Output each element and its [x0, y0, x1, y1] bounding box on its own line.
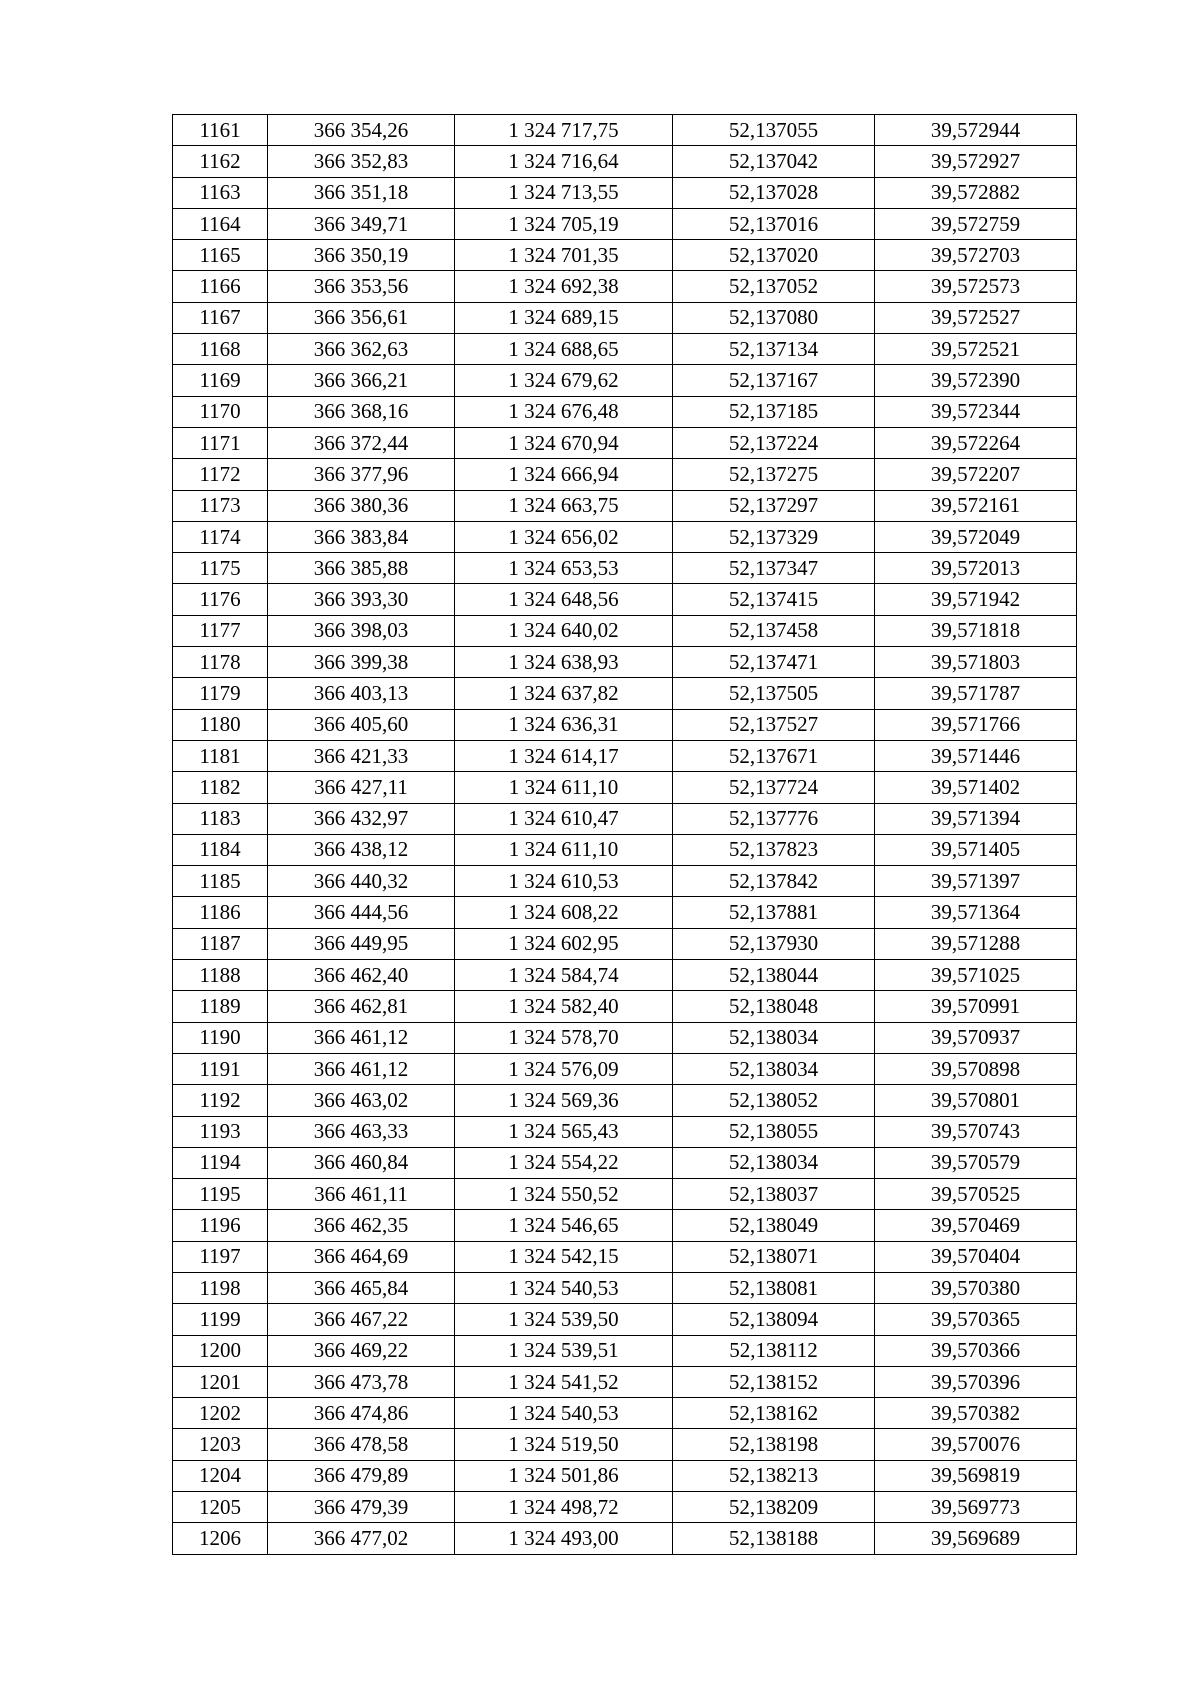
- point-number-cell: 1203: [173, 1429, 268, 1460]
- point-number-cell: 1183: [173, 803, 268, 834]
- latitude-cell: 52,137297: [673, 490, 875, 521]
- latitude-cell: 52,137671: [673, 740, 875, 771]
- latitude-cell: 52,137016: [673, 208, 875, 239]
- x-coordinate-cell: 366 368,16: [268, 396, 455, 427]
- x-coordinate-cell: 366 432,97: [268, 803, 455, 834]
- longitude-cell: 39,572527: [875, 302, 1077, 333]
- point-number-cell: 1162: [173, 146, 268, 177]
- y-coordinate-cell: 1 324 648,56: [455, 584, 673, 615]
- longitude-cell: 39,571446: [875, 740, 1077, 771]
- table-row: [173, 146, 1077, 177]
- y-coordinate-cell: 1 324 539,50: [455, 1304, 673, 1335]
- point-number-cell: 1175: [173, 553, 268, 584]
- y-coordinate-cell: 1 324 676,48: [455, 396, 673, 427]
- y-coordinate-cell: 1 324 614,17: [455, 740, 673, 771]
- x-coordinate-cell: 366 353,56: [268, 271, 455, 302]
- latitude-cell: 52,138152: [673, 1366, 875, 1397]
- longitude-cell: 39,570366: [875, 1335, 1077, 1366]
- table-row: [173, 396, 1077, 427]
- y-coordinate-cell: 1 324 679,62: [455, 365, 673, 396]
- table-row: [173, 1241, 1077, 1272]
- y-coordinate-cell: 1 324 640,02: [455, 615, 673, 646]
- point-number-cell: 1176: [173, 584, 268, 615]
- latitude-cell: 52,137028: [673, 177, 875, 208]
- x-coordinate-cell: 366 465,84: [268, 1272, 455, 1303]
- longitude-cell: 39,570365: [875, 1304, 1077, 1335]
- latitude-cell: 52,137842: [673, 866, 875, 897]
- longitude-cell: 39,569773: [875, 1492, 1077, 1523]
- longitude-cell: 39,571766: [875, 709, 1077, 740]
- table-row: [173, 1210, 1077, 1241]
- point-number-cell: 1196: [173, 1210, 268, 1241]
- point-number-cell: 1165: [173, 240, 268, 271]
- point-number-cell: 1169: [173, 365, 268, 396]
- table-row: [173, 553, 1077, 584]
- table-row: [173, 365, 1077, 396]
- point-number-cell: 1192: [173, 1085, 268, 1116]
- x-coordinate-cell: 366 461,11: [268, 1179, 455, 1210]
- y-coordinate-cell: 1 324 602,95: [455, 928, 673, 959]
- table-row: [173, 1053, 1077, 1084]
- y-coordinate-cell: 1 324 689,15: [455, 302, 673, 333]
- table-row: [173, 1492, 1077, 1523]
- x-coordinate-cell: 366 463,33: [268, 1116, 455, 1147]
- x-coordinate-cell: 366 398,03: [268, 615, 455, 646]
- table-row: [173, 740, 1077, 771]
- x-coordinate-cell: 366 372,44: [268, 427, 455, 458]
- y-coordinate-cell: 1 324 666,94: [455, 459, 673, 490]
- latitude-cell: 52,137020: [673, 240, 875, 271]
- table-row: [173, 1398, 1077, 1429]
- x-coordinate-cell: 366 474,86: [268, 1398, 455, 1429]
- y-coordinate-cell: 1 324 610,53: [455, 866, 673, 897]
- y-coordinate-cell: 1 324 653,53: [455, 553, 673, 584]
- longitude-cell: 39,570991: [875, 991, 1077, 1022]
- x-coordinate-cell: 366 351,18: [268, 177, 455, 208]
- point-number-cell: 1180: [173, 709, 268, 740]
- table-row: [173, 521, 1077, 552]
- latitude-cell: 52,137055: [673, 115, 875, 146]
- point-number-cell: 1200: [173, 1335, 268, 1366]
- longitude-cell: 39,571787: [875, 678, 1077, 709]
- table-row: [173, 490, 1077, 521]
- coordinates-table-body: [173, 115, 1077, 1555]
- y-coordinate-cell: 1 324 638,93: [455, 647, 673, 678]
- longitude-cell: 39,572573: [875, 271, 1077, 302]
- longitude-cell: 39,570396: [875, 1366, 1077, 1397]
- point-number-cell: 1184: [173, 834, 268, 865]
- latitude-cell: 52,138052: [673, 1085, 875, 1116]
- latitude-cell: 52,137185: [673, 396, 875, 427]
- table-row: [173, 803, 1077, 834]
- latitude-cell: 52,137823: [673, 834, 875, 865]
- y-coordinate-cell: 1 324 692,38: [455, 271, 673, 302]
- point-number-cell: 1193: [173, 1116, 268, 1147]
- table-row: [173, 334, 1077, 365]
- x-coordinate-cell: 366 385,88: [268, 553, 455, 584]
- longitude-cell: 39,571288: [875, 928, 1077, 959]
- point-number-cell: 1173: [173, 490, 268, 521]
- x-coordinate-cell: 366 464,69: [268, 1241, 455, 1272]
- y-coordinate-cell: 1 324 498,72: [455, 1492, 673, 1523]
- table-row: [173, 647, 1077, 678]
- coordinates-table: [172, 114, 1077, 1555]
- longitude-cell: 39,572759: [875, 208, 1077, 239]
- latitude-cell: 52,138055: [673, 1116, 875, 1147]
- longitude-cell: 39,572344: [875, 396, 1077, 427]
- y-coordinate-cell: 1 324 578,70: [455, 1022, 673, 1053]
- x-coordinate-cell: 366 477,02: [268, 1523, 455, 1554]
- longitude-cell: 39,570469: [875, 1210, 1077, 1241]
- x-coordinate-cell: 366 461,12: [268, 1053, 455, 1084]
- point-number-cell: 1163: [173, 177, 268, 208]
- table-row: [173, 772, 1077, 803]
- latitude-cell: 52,137930: [673, 928, 875, 959]
- table-row: [173, 1460, 1077, 1491]
- latitude-cell: 52,137776: [673, 803, 875, 834]
- latitude-cell: 52,137347: [673, 553, 875, 584]
- y-coordinate-cell: 1 324 713,55: [455, 177, 673, 208]
- longitude-cell: 39,570937: [875, 1022, 1077, 1053]
- point-number-cell: 1178: [173, 647, 268, 678]
- y-coordinate-cell: 1 324 688,65: [455, 334, 673, 365]
- longitude-cell: 39,572390: [875, 365, 1077, 396]
- x-coordinate-cell: 366 399,38: [268, 647, 455, 678]
- longitude-cell: 39,572207: [875, 459, 1077, 490]
- point-number-cell: 1197: [173, 1241, 268, 1272]
- point-number-cell: 1171: [173, 427, 268, 458]
- table-row: [173, 834, 1077, 865]
- table-row: [173, 1304, 1077, 1335]
- y-coordinate-cell: 1 324 576,09: [455, 1053, 673, 1084]
- y-coordinate-cell: 1 324 582,40: [455, 991, 673, 1022]
- point-number-cell: 1179: [173, 678, 268, 709]
- point-number-cell: 1198: [173, 1272, 268, 1303]
- x-coordinate-cell: 366 377,96: [268, 459, 455, 490]
- table-row: [173, 615, 1077, 646]
- x-coordinate-cell: 366 354,26: [268, 115, 455, 146]
- y-coordinate-cell: 1 324 542,15: [455, 1241, 673, 1272]
- x-coordinate-cell: 366 478,58: [268, 1429, 455, 1460]
- longitude-cell: 39,571803: [875, 647, 1077, 678]
- y-coordinate-cell: 1 324 501,86: [455, 1460, 673, 1491]
- longitude-cell: 39,571025: [875, 960, 1077, 991]
- table-row: [173, 1366, 1077, 1397]
- y-coordinate-cell: 1 324 565,43: [455, 1116, 673, 1147]
- point-number-cell: 1187: [173, 928, 268, 959]
- x-coordinate-cell: 366 438,12: [268, 834, 455, 865]
- latitude-cell: 52,137275: [673, 459, 875, 490]
- table-row: [173, 897, 1077, 928]
- longitude-cell: 39,571364: [875, 897, 1077, 928]
- x-coordinate-cell: 366 403,13: [268, 678, 455, 709]
- point-number-cell: 1204: [173, 1460, 268, 1491]
- longitude-cell: 39,572264: [875, 427, 1077, 458]
- table-row: [173, 1429, 1077, 1460]
- table-row: [173, 1147, 1077, 1178]
- table-row: [173, 1523, 1077, 1554]
- y-coordinate-cell: 1 324 540,53: [455, 1398, 673, 1429]
- point-number-cell: 1170: [173, 396, 268, 427]
- latitude-cell: 52,137505: [673, 678, 875, 709]
- latitude-cell: 52,137052: [673, 271, 875, 302]
- x-coordinate-cell: 366 349,71: [268, 208, 455, 239]
- table-row: [173, 427, 1077, 458]
- latitude-cell: 52,138094: [673, 1304, 875, 1335]
- longitude-cell: 39,570801: [875, 1085, 1077, 1116]
- y-coordinate-cell: 1 324 656,02: [455, 521, 673, 552]
- point-number-cell: 1194: [173, 1147, 268, 1178]
- y-coordinate-cell: 1 324 716,64: [455, 146, 673, 177]
- y-coordinate-cell: 1 324 705,19: [455, 208, 673, 239]
- longitude-cell: 39,571942: [875, 584, 1077, 615]
- latitude-cell: 52,137471: [673, 647, 875, 678]
- longitude-cell: 39,571402: [875, 772, 1077, 803]
- y-coordinate-cell: 1 324 611,10: [455, 834, 673, 865]
- point-number-cell: 1199: [173, 1304, 268, 1335]
- table-row: [173, 866, 1077, 897]
- table-row: [173, 271, 1077, 302]
- x-coordinate-cell: 366 469,22: [268, 1335, 455, 1366]
- y-coordinate-cell: 1 324 663,75: [455, 490, 673, 521]
- x-coordinate-cell: 366 473,78: [268, 1366, 455, 1397]
- x-coordinate-cell: 366 462,81: [268, 991, 455, 1022]
- latitude-cell: 52,137724: [673, 772, 875, 803]
- longitude-cell: 39,572521: [875, 334, 1077, 365]
- point-number-cell: 1188: [173, 960, 268, 991]
- latitude-cell: 52,137167: [673, 365, 875, 396]
- x-coordinate-cell: 366 362,63: [268, 334, 455, 365]
- x-coordinate-cell: 366 460,84: [268, 1147, 455, 1178]
- x-coordinate-cell: 366 462,40: [268, 960, 455, 991]
- x-coordinate-cell: 366 461,12: [268, 1022, 455, 1053]
- x-coordinate-cell: 366 383,84: [268, 521, 455, 552]
- latitude-cell: 52,137329: [673, 521, 875, 552]
- latitude-cell: 52,137527: [673, 709, 875, 740]
- longitude-cell: 39,572927: [875, 146, 1077, 177]
- table-row: [173, 928, 1077, 959]
- y-coordinate-cell: 1 324 637,82: [455, 678, 673, 709]
- point-number-cell: 1172: [173, 459, 268, 490]
- y-coordinate-cell: 1 324 717,75: [455, 115, 673, 146]
- x-coordinate-cell: 366 350,19: [268, 240, 455, 271]
- table-row: [173, 240, 1077, 271]
- latitude-cell: 52,138071: [673, 1241, 875, 1272]
- latitude-cell: 52,138198: [673, 1429, 875, 1460]
- longitude-cell: 39,570382: [875, 1398, 1077, 1429]
- x-coordinate-cell: 366 463,02: [268, 1085, 455, 1116]
- longitude-cell: 39,570404: [875, 1241, 1077, 1272]
- latitude-cell: 52,138188: [673, 1523, 875, 1554]
- x-coordinate-cell: 366 356,61: [268, 302, 455, 333]
- table-row: [173, 1335, 1077, 1366]
- point-number-cell: 1181: [173, 740, 268, 771]
- y-coordinate-cell: 1 324 554,22: [455, 1147, 673, 1178]
- point-number-cell: 1195: [173, 1179, 268, 1210]
- table-row: [173, 1179, 1077, 1210]
- x-coordinate-cell: 366 467,22: [268, 1304, 455, 1335]
- point-number-cell: 1201: [173, 1366, 268, 1397]
- point-number-cell: 1205: [173, 1492, 268, 1523]
- table-row: [173, 302, 1077, 333]
- latitude-cell: 52,138034: [673, 1053, 875, 1084]
- longitude-cell: 39,570076: [875, 1429, 1077, 1460]
- y-coordinate-cell: 1 324 611,10: [455, 772, 673, 803]
- table-row: [173, 1022, 1077, 1053]
- point-number-cell: 1164: [173, 208, 268, 239]
- longitude-cell: 39,569689: [875, 1523, 1077, 1554]
- x-coordinate-cell: 366 393,30: [268, 584, 455, 615]
- point-number-cell: 1177: [173, 615, 268, 646]
- y-coordinate-cell: 1 324 610,47: [455, 803, 673, 834]
- latitude-cell: 52,137458: [673, 615, 875, 646]
- x-coordinate-cell: 366 449,95: [268, 928, 455, 959]
- point-number-cell: 1191: [173, 1053, 268, 1084]
- latitude-cell: 52,138162: [673, 1398, 875, 1429]
- table-row: [173, 177, 1077, 208]
- longitude-cell: 39,572013: [875, 553, 1077, 584]
- table-row: [173, 678, 1077, 709]
- x-coordinate-cell: 366 366,21: [268, 365, 455, 396]
- point-number-cell: 1167: [173, 302, 268, 333]
- point-number-cell: 1189: [173, 991, 268, 1022]
- longitude-cell: 39,569819: [875, 1460, 1077, 1491]
- longitude-cell: 39,572049: [875, 521, 1077, 552]
- y-coordinate-cell: 1 324 546,65: [455, 1210, 673, 1241]
- longitude-cell: 39,570579: [875, 1147, 1077, 1178]
- latitude-cell: 52,138112: [673, 1335, 875, 1366]
- table-row: [173, 115, 1077, 146]
- x-coordinate-cell: 366 405,60: [268, 709, 455, 740]
- point-number-cell: 1186: [173, 897, 268, 928]
- longitude-cell: 39,571394: [875, 803, 1077, 834]
- y-coordinate-cell: 1 324 539,51: [455, 1335, 673, 1366]
- longitude-cell: 39,570380: [875, 1272, 1077, 1303]
- table-row: [173, 991, 1077, 1022]
- latitude-cell: 52,137415: [673, 584, 875, 615]
- y-coordinate-cell: 1 324 519,50: [455, 1429, 673, 1460]
- longitude-cell: 39,571818: [875, 615, 1077, 646]
- table-row: [173, 960, 1077, 991]
- y-coordinate-cell: 1 324 670,94: [455, 427, 673, 458]
- longitude-cell: 39,572882: [875, 177, 1077, 208]
- longitude-cell: 39,571397: [875, 866, 1077, 897]
- latitude-cell: 52,138049: [673, 1210, 875, 1241]
- table-row: [173, 208, 1077, 239]
- table-row: [173, 1116, 1077, 1147]
- x-coordinate-cell: 366 440,32: [268, 866, 455, 897]
- latitude-cell: 52,138209: [673, 1492, 875, 1523]
- latitude-cell: 52,137134: [673, 334, 875, 365]
- latitude-cell: 52,138037: [673, 1179, 875, 1210]
- x-coordinate-cell: 366 427,11: [268, 772, 455, 803]
- point-number-cell: 1174: [173, 521, 268, 552]
- point-number-cell: 1161: [173, 115, 268, 146]
- x-coordinate-cell: 366 444,56: [268, 897, 455, 928]
- longitude-cell: 39,570898: [875, 1053, 1077, 1084]
- latitude-cell: 52,138044: [673, 960, 875, 991]
- table-row: [173, 584, 1077, 615]
- x-coordinate-cell: 366 462,35: [268, 1210, 455, 1241]
- y-coordinate-cell: 1 324 636,31: [455, 709, 673, 740]
- point-number-cell: 1202: [173, 1398, 268, 1429]
- y-coordinate-cell: 1 324 584,74: [455, 960, 673, 991]
- latitude-cell: 52,137042: [673, 146, 875, 177]
- longitude-cell: 39,572703: [875, 240, 1077, 271]
- table-row: [173, 1085, 1077, 1116]
- point-number-cell: 1206: [173, 1523, 268, 1554]
- point-number-cell: 1185: [173, 866, 268, 897]
- latitude-cell: 52,138081: [673, 1272, 875, 1303]
- latitude-cell: 52,138034: [673, 1147, 875, 1178]
- longitude-cell: 39,572161: [875, 490, 1077, 521]
- longitude-cell: 39,571405: [875, 834, 1077, 865]
- longitude-cell: 39,570743: [875, 1116, 1077, 1147]
- x-coordinate-cell: 366 380,36: [268, 490, 455, 521]
- latitude-cell: 52,137080: [673, 302, 875, 333]
- x-coordinate-cell: 366 479,39: [268, 1492, 455, 1523]
- table-row: [173, 1272, 1077, 1303]
- latitude-cell: 52,137224: [673, 427, 875, 458]
- point-number-cell: 1190: [173, 1022, 268, 1053]
- latitude-cell: 52,138213: [673, 1460, 875, 1491]
- y-coordinate-cell: 1 324 540,53: [455, 1272, 673, 1303]
- table-row: [173, 459, 1077, 490]
- y-coordinate-cell: 1 324 550,52: [455, 1179, 673, 1210]
- latitude-cell: 52,138048: [673, 991, 875, 1022]
- point-number-cell: 1166: [173, 271, 268, 302]
- x-coordinate-cell: 366 479,89: [268, 1460, 455, 1491]
- longitude-cell: 39,570525: [875, 1179, 1077, 1210]
- y-coordinate-cell: 1 324 541,52: [455, 1366, 673, 1397]
- point-number-cell: 1182: [173, 772, 268, 803]
- y-coordinate-cell: 1 324 493,00: [455, 1523, 673, 1554]
- point-number-cell: 1168: [173, 334, 268, 365]
- y-coordinate-cell: 1 324 569,36: [455, 1085, 673, 1116]
- table-row: [173, 709, 1077, 740]
- longitude-cell: 39,572944: [875, 115, 1077, 146]
- y-coordinate-cell: 1 324 701,35: [455, 240, 673, 271]
- latitude-cell: 52,138034: [673, 1022, 875, 1053]
- latitude-cell: 52,137881: [673, 897, 875, 928]
- y-coordinate-cell: 1 324 608,22: [455, 897, 673, 928]
- x-coordinate-cell: 366 352,83: [268, 146, 455, 177]
- x-coordinate-cell: 366 421,33: [268, 740, 455, 771]
